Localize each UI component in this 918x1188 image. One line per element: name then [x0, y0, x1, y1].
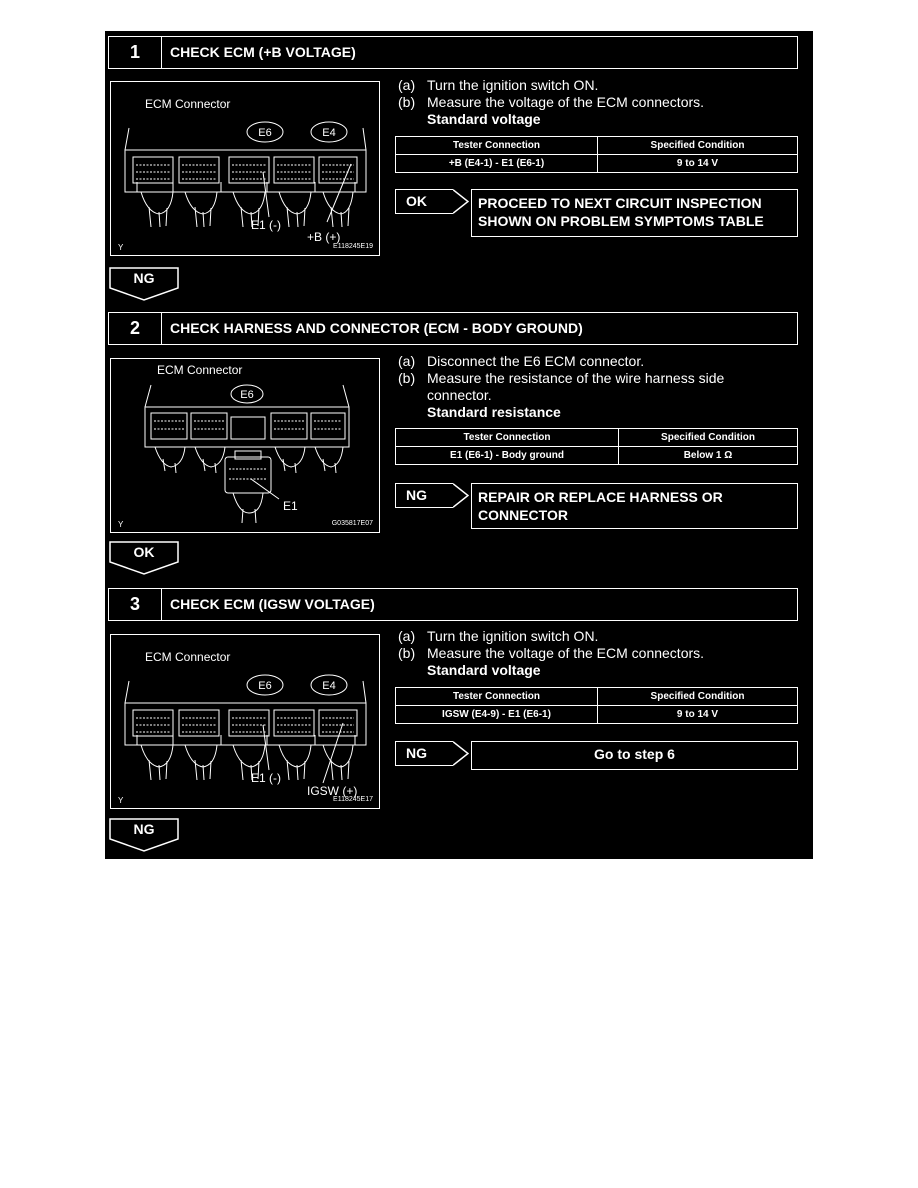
instruction-item: (a) Turn the ignition switch ON. — [398, 628, 599, 644]
step-1-header — [108, 36, 798, 69]
step-3-title: CHECK ECM (IGSW VOLTAGE) — [170, 596, 375, 612]
instruction-item: (b) Measure the voltage of the ECM connectors. — [398, 645, 705, 661]
table-row: IGSW (E4-9) - E1 (E6-1) 9 to 14 V — [396, 706, 798, 724]
arrow-right-icon — [453, 189, 469, 214]
step-3-spec-table — [395, 687, 798, 724]
step-1-title: CHECK ECM (+B VOLTAGE) — [170, 44, 356, 60]
pin-label-e1: E1 — [283, 499, 298, 513]
figure-corner-mark: Y — [118, 520, 124, 529]
figure-corner-mark: Y — [118, 243, 124, 252]
ecm-connector-drawing — [111, 635, 379, 808]
standard-heading: Standard resistance — [427, 404, 561, 420]
callout-e6: E6 — [258, 127, 272, 139]
step-3-instructions — [385, 628, 704, 679]
step-2-figure — [110, 358, 380, 533]
ecm-connector-drawing — [111, 82, 379, 255]
callout-e4: E4 — [322, 127, 336, 139]
figure-code: E118245E19 — [333, 243, 373, 250]
table-header: Tester Connection — [396, 429, 619, 447]
ecm-connector-drawing — [111, 359, 379, 532]
instruction-item: (b) Measure the voltage of the ECM connectors. — [398, 94, 705, 110]
step-3-figure — [110, 634, 380, 809]
callout-e4: E4 — [322, 680, 336, 692]
step-3-flow-tag: NG — [109, 818, 179, 852]
step-2-number: 2 — [109, 313, 162, 344]
table-row: E1 (E6-1) - Body ground Below 1 Ω — [396, 447, 798, 465]
step-3-result-tag: NG — [395, 741, 453, 766]
standard-heading: Standard voltage — [427, 662, 541, 678]
step-2-spec-table — [395, 428, 798, 465]
step-1-spec-table — [395, 136, 798, 173]
step-1-figure — [110, 81, 380, 256]
table-header: Tester Connection — [396, 688, 598, 706]
step-3-result-box: Go to step 6 — [471, 741, 798, 770]
figure-label: ECM Connector — [145, 650, 231, 664]
instruction-item: (a) Turn the ignition switch ON. — [398, 77, 599, 93]
step-2-instructions — [385, 353, 724, 421]
step-3-header — [108, 588, 798, 621]
instruction-item: connector. — [427, 387, 492, 403]
step-2-result-box: REPAIR OR REPLACE HARNESS OR CONNECTOR — [471, 483, 798, 529]
pin-label-e1: E1 (-) — [251, 218, 281, 232]
table-row: +B (E4-1) - E1 (E6-1) 9 to 14 V — [396, 155, 798, 173]
step-1-flow-tag: NG — [109, 267, 179, 301]
step-2-flow-tag: OK — [109, 541, 179, 575]
arrow-right-icon — [453, 483, 469, 508]
table-header: Specified Condition — [598, 137, 798, 155]
figure-label: ECM Connector — [157, 363, 243, 377]
step-1-number: 1 — [109, 37, 162, 68]
figure-code: G035817E07 — [331, 520, 373, 527]
standard-heading: Standard voltage — [427, 111, 541, 127]
pin-label-b: +B (+) — [307, 230, 341, 244]
step-2-title: CHECK HARNESS AND CONNECTOR (ECM - BODY GROUND) — [170, 320, 583, 336]
figure-corner-mark: Y — [118, 796, 124, 805]
table-header: Specified Condition — [619, 429, 798, 447]
step-2-result-tag: NG — [395, 483, 453, 508]
arrow-right-icon — [453, 741, 469, 766]
document-page — [105, 31, 813, 859]
table-header: Tester Connection — [396, 137, 598, 155]
pin-label-igsw: IGSW (+) — [307, 784, 358, 798]
pin-label-e1: E1 (-) — [251, 771, 281, 785]
instruction-item: (a) Disconnect the E6 ECM connector. — [398, 353, 645, 369]
step-3-number: 3 — [109, 589, 162, 620]
table-header: Specified Condition — [598, 688, 798, 706]
callout-e6: E6 — [240, 389, 254, 401]
figure-code: E118245E17 — [333, 796, 373, 803]
instruction-item: (b) Measure the resistance of the wire harness side — [398, 370, 725, 386]
step-1-instructions — [385, 77, 704, 128]
callout-e6: E6 — [258, 680, 272, 692]
figure-label: ECM Connector — [145, 97, 231, 111]
step-1-result-box: PROCEED TO NEXT CIRCUIT INSPECTION SHOWN ON PROBLEM SYMPTOMS TABLE — [471, 189, 798, 237]
step-1-result-tag: OK — [395, 189, 453, 214]
step-2-header — [108, 312, 798, 345]
